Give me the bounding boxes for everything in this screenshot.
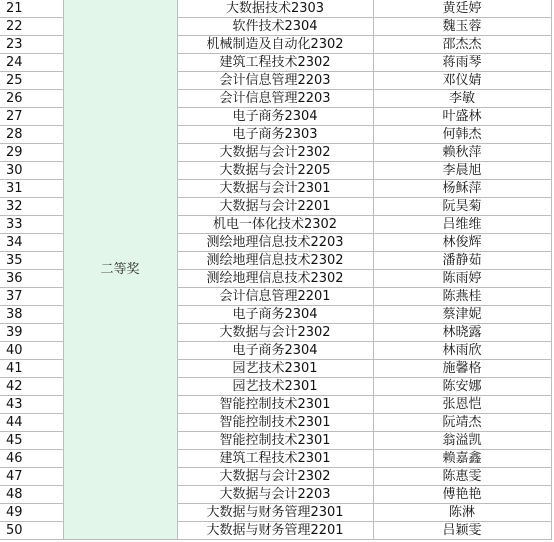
student-name-cell[interactable]: 李晨旭	[373, 162, 551, 180]
class-name-cell[interactable]: 会计信息管理2203	[177, 90, 373, 108]
class-name-cell[interactable]: 大数据与会计2201	[177, 198, 373, 216]
class-name-cell[interactable]: 智能控制技术2301	[177, 396, 373, 414]
row-number-cell[interactable]: 31	[0, 180, 63, 198]
class-name-cell[interactable]: 大数据与会计2203	[177, 486, 373, 504]
class-name-cell[interactable]: 智能控制技术2301	[177, 414, 373, 432]
student-name-cell[interactable]: 翁溢凯	[373, 432, 551, 450]
class-name-cell[interactable]: 大数据与会计2302	[177, 468, 373, 486]
row-number-cell[interactable]: 45	[0, 432, 63, 450]
class-name-cell[interactable]: 建筑工程技术2301	[177, 450, 373, 468]
class-name-cell[interactable]: 电子商务2304	[177, 306, 373, 324]
row-number-cell[interactable]: 30	[0, 162, 63, 180]
row-number-cell[interactable]: 33	[0, 216, 63, 234]
row-number-cell[interactable]: 22	[0, 18, 63, 36]
student-name-cell[interactable]: 张恩恺	[373, 396, 551, 414]
student-name-cell[interactable]: 杨稣萍	[373, 180, 551, 198]
class-name-cell[interactable]: 测绘地理信息技术2203	[177, 234, 373, 252]
student-name-cell[interactable]: 蔡津妮	[373, 306, 551, 324]
student-name-cell[interactable]: 吕维维	[373, 216, 551, 234]
student-name-cell[interactable]: 陈淋	[373, 504, 551, 522]
class-name-cell[interactable]: 会计信息管理2203	[177, 72, 373, 90]
row-number-cell[interactable]: 24	[0, 54, 63, 72]
row-number-cell[interactable]: 21	[0, 0, 63, 18]
row-number-cell[interactable]: 23	[0, 36, 63, 54]
student-name-cell[interactable]: 邓仪婧	[373, 72, 551, 90]
class-name-cell[interactable]: 测绘地理信息技术2302	[177, 270, 373, 288]
class-name-cell[interactable]: 大数据技术2303	[177, 0, 373, 18]
student-name-cell[interactable]: 林俊辉	[373, 234, 551, 252]
student-name-cell[interactable]: 吕颖雯	[373, 522, 551, 540]
student-name-cell[interactable]: 陈燕桂	[373, 288, 551, 306]
row-number-cell[interactable]: 28	[0, 126, 63, 144]
student-name-cell[interactable]: 陈雨婷	[373, 270, 551, 288]
row-number-cell[interactable]: 27	[0, 108, 63, 126]
class-name-cell[interactable]: 大数据与财务管理2301	[177, 504, 373, 522]
row-number-cell[interactable]: 29	[0, 144, 63, 162]
row-number-cell[interactable]: 50	[0, 522, 63, 540]
class-name-cell[interactable]: 大数据与会计2302	[177, 144, 373, 162]
class-name-cell[interactable]: 会计信息管理2201	[177, 288, 373, 306]
student-name-cell[interactable]: 李敏	[373, 90, 551, 108]
class-name-cell[interactable]: 软件技术2304	[177, 18, 373, 36]
row-number-cell[interactable]: 43	[0, 396, 63, 414]
student-name-cell[interactable]: 阮昊菊	[373, 198, 551, 216]
class-name-cell[interactable]: 大数据与会计2301	[177, 180, 373, 198]
row-number-cell[interactable]: 49	[0, 504, 63, 522]
row-number-cell[interactable]: 36	[0, 270, 63, 288]
row-number-cell[interactable]: 39	[0, 324, 63, 342]
class-name-cell[interactable]: 大数据与财务管理2201	[177, 522, 373, 540]
student-name-cell[interactable]: 施馨格	[373, 360, 551, 378]
student-name-cell[interactable]: 林晓露	[373, 324, 551, 342]
class-name-cell[interactable]: 电子商务2304	[177, 342, 373, 360]
student-name-cell[interactable]: 邵杰杰	[373, 36, 551, 54]
class-name-cell[interactable]: 园艺技术2301	[177, 378, 373, 396]
student-name-cell[interactable]: 何韩杰	[373, 126, 551, 144]
row-number-cell[interactable]: 47	[0, 468, 63, 486]
row-number-cell[interactable]: 46	[0, 450, 63, 468]
row-number-cell[interactable]: 26	[0, 90, 63, 108]
table-row	[0, 0, 551, 18]
row-number-cell[interactable]: 25	[0, 72, 63, 90]
row-number-cell[interactable]: 35	[0, 252, 63, 270]
row-number-cell[interactable]: 44	[0, 414, 63, 432]
class-name-cell[interactable]: 大数据与会计2205	[177, 162, 373, 180]
student-name-cell[interactable]: 叶盛林	[373, 108, 551, 126]
row-number-cell[interactable]: 32	[0, 198, 63, 216]
award-level-cell[interactable]: 二等奖	[63, 0, 177, 540]
row-number-cell[interactable]: 40	[0, 342, 63, 360]
class-name-cell[interactable]: 建筑工程技术2302	[177, 54, 373, 72]
row-number-cell[interactable]: 42	[0, 378, 63, 396]
class-name-cell[interactable]: 机电一体化技术2302	[177, 216, 373, 234]
class-name-cell[interactable]: 大数据与会计2302	[177, 324, 373, 342]
class-name-cell[interactable]: 智能控制技术2301	[177, 432, 373, 450]
row-number-cell[interactable]: 41	[0, 360, 63, 378]
student-name-cell[interactable]: 魏玉蓉	[373, 18, 551, 36]
class-name-cell[interactable]: 电子商务2303	[177, 126, 373, 144]
student-name-cell[interactable]: 陈惠雯	[373, 468, 551, 486]
student-name-cell[interactable]: 赖嘉鑫	[373, 450, 551, 468]
class-name-cell[interactable]: 电子商务2304	[177, 108, 373, 126]
class-name-cell[interactable]: 机械制造及自动化2302	[177, 36, 373, 54]
student-name-cell[interactable]: 林雨欣	[373, 342, 551, 360]
row-number-cell[interactable]: 34	[0, 234, 63, 252]
class-name-cell[interactable]: 测绘地理信息技术2302	[177, 252, 373, 270]
student-name-cell[interactable]: 潘静茹	[373, 252, 551, 270]
row-number-cell[interactable]: 37	[0, 288, 63, 306]
row-number-cell[interactable]: 48	[0, 486, 63, 504]
student-name-cell[interactable]: 阮靖杰	[373, 414, 551, 432]
student-name-cell[interactable]: 陈安娜	[373, 378, 551, 396]
class-name-cell[interactable]: 园艺技术2301	[177, 360, 373, 378]
student-name-cell[interactable]: 黄廷婷	[373, 0, 551, 18]
row-number-cell[interactable]: 38	[0, 306, 63, 324]
student-name-cell[interactable]: 蒋雨琴	[373, 54, 551, 72]
student-name-cell[interactable]: 傅艳艳	[373, 486, 551, 504]
student-name-cell[interactable]: 赖秋萍	[373, 144, 551, 162]
